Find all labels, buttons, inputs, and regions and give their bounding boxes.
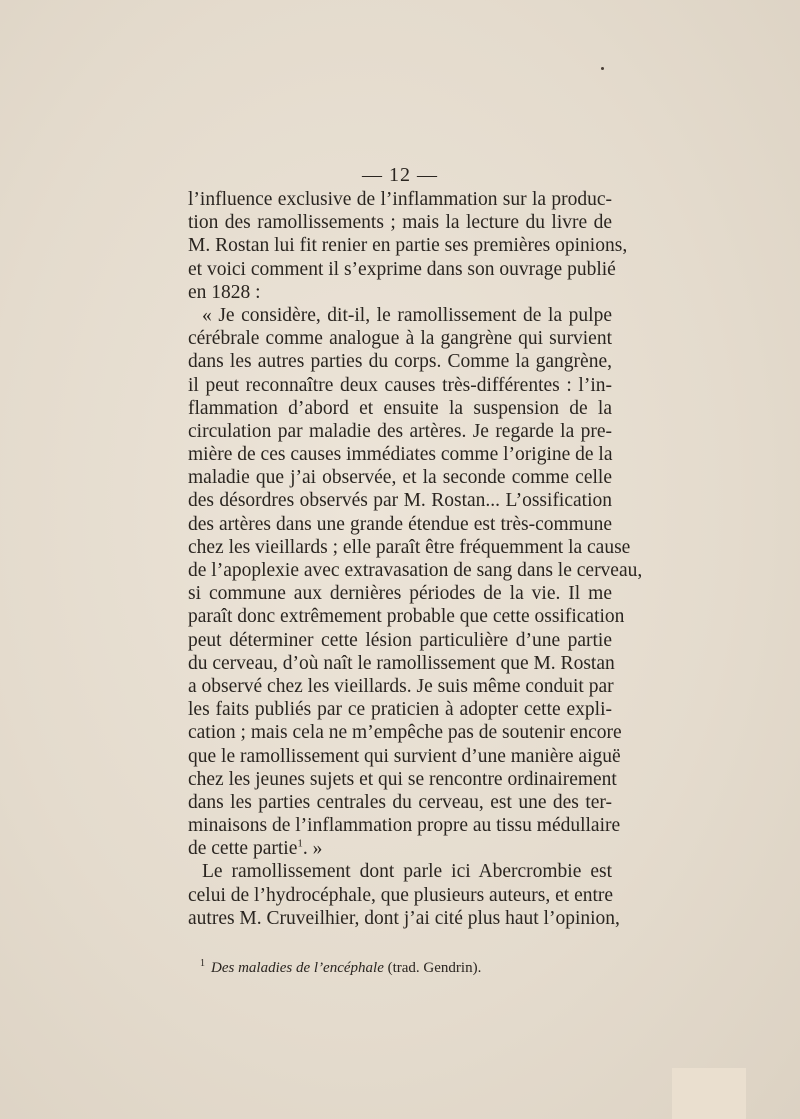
text-line: mière de ces causes immédiates comme l’origine de la: [188, 444, 613, 466]
text-line: du cerveau, d’où naît le ramollissement que M. Rostan: [188, 652, 615, 674]
text-line: en 1828 :: [188, 281, 261, 303]
text-line: cérébrale comme analogue à la gangrène qui survient: [188, 328, 612, 350]
ink-speck: [601, 67, 604, 70]
text-line: a observé chez les vieillards. Je suis même conduit par: [188, 675, 614, 697]
text-line: minaisons de l’inflammation propre au tissu médullaire: [188, 815, 621, 837]
text-line: que le ramollissement qui survient d’une manière aiguë: [188, 745, 621, 767]
footnote: [200, 958, 481, 977]
text-line: autres M. Cruveilhier, dont j’ai cité plus haut l’opinion,: [188, 907, 620, 929]
text-line: M. Rostan lui fit renier en partie ses premières opinions,: [188, 235, 628, 257]
text-line: circulation par maladie des artères. Je regarde la pre-: [188, 420, 612, 442]
footnote-text: (trad. Gendrin).: [383, 960, 482, 976]
footnote-title: Des maladies de l’encéphale: [211, 960, 384, 976]
page-number: — 12 —: [362, 164, 438, 186]
text-line: l’influence exclusive de l’inflammation sur la produc-: [188, 189, 612, 210]
text-line: chez les jeunes sujets et qui se rencontre ordinairement: [188, 768, 617, 790]
text-line: peut déterminer cette lésion particulière d’une partie: [188, 629, 612, 651]
text-line: dans les autres parties du corps. Comme la gangrène,: [188, 351, 612, 373]
text-line: de l’apoplexie avec extravasation de sang dans le cerveau,: [188, 560, 643, 581]
text-line: si commune aux dernières périodes de la vie. Il me: [188, 583, 612, 605]
text-line: tion des ramollissements ; mais la lecture du livre de: [188, 212, 612, 234]
footnote-mark: 1: [200, 958, 205, 969]
text-line: maladie que j’ai observée, et la seconde comme celle: [188, 467, 612, 489]
text-line: des désordres observés par M. Rostan... L’ossification: [188, 490, 612, 512]
footnote-reference: 1: [297, 837, 303, 850]
text-line: [188, 837, 612, 860]
text-line: « Je considère, dit-il, le ramollissement de la pulpe: [202, 304, 612, 326]
text-line: chez les vieillards ; elle paraît être fréquemment la cause: [188, 536, 631, 558]
text-line: dans les parties centrales du cerveau, est une des ter-: [188, 791, 612, 813]
line-text: de cette partie: [188, 838, 298, 860]
text-line: celui de l’hydrocéphale, que plusieurs auteurs, et entre: [188, 884, 614, 906]
paper-patch: [672, 1068, 746, 1119]
body-text: [188, 188, 643, 930]
text-line: paraît donc extrêmement probable que cette ossification: [188, 606, 625, 628]
text-line: flammation d’abord et ensuite la suspension de la: [188, 397, 612, 419]
text-line: les faits publiés par ce praticien à adopter cette expli-: [188, 699, 612, 721]
closing-quote: . »: [302, 838, 323, 860]
text-line: Le ramollissement dont parle ici Abercrombie est: [202, 861, 612, 883]
text-line: il peut reconnaître deux causes très-différentes : l’in-: [188, 374, 612, 396]
text-line: et voici comment il s’exprime dans son ouvrage publié: [188, 258, 616, 280]
text-line: cation ; mais cela ne m’empêche pas de soutenir encore: [188, 722, 622, 744]
text-line: des artères dans une grande étendue est très-commune: [188, 513, 612, 535]
